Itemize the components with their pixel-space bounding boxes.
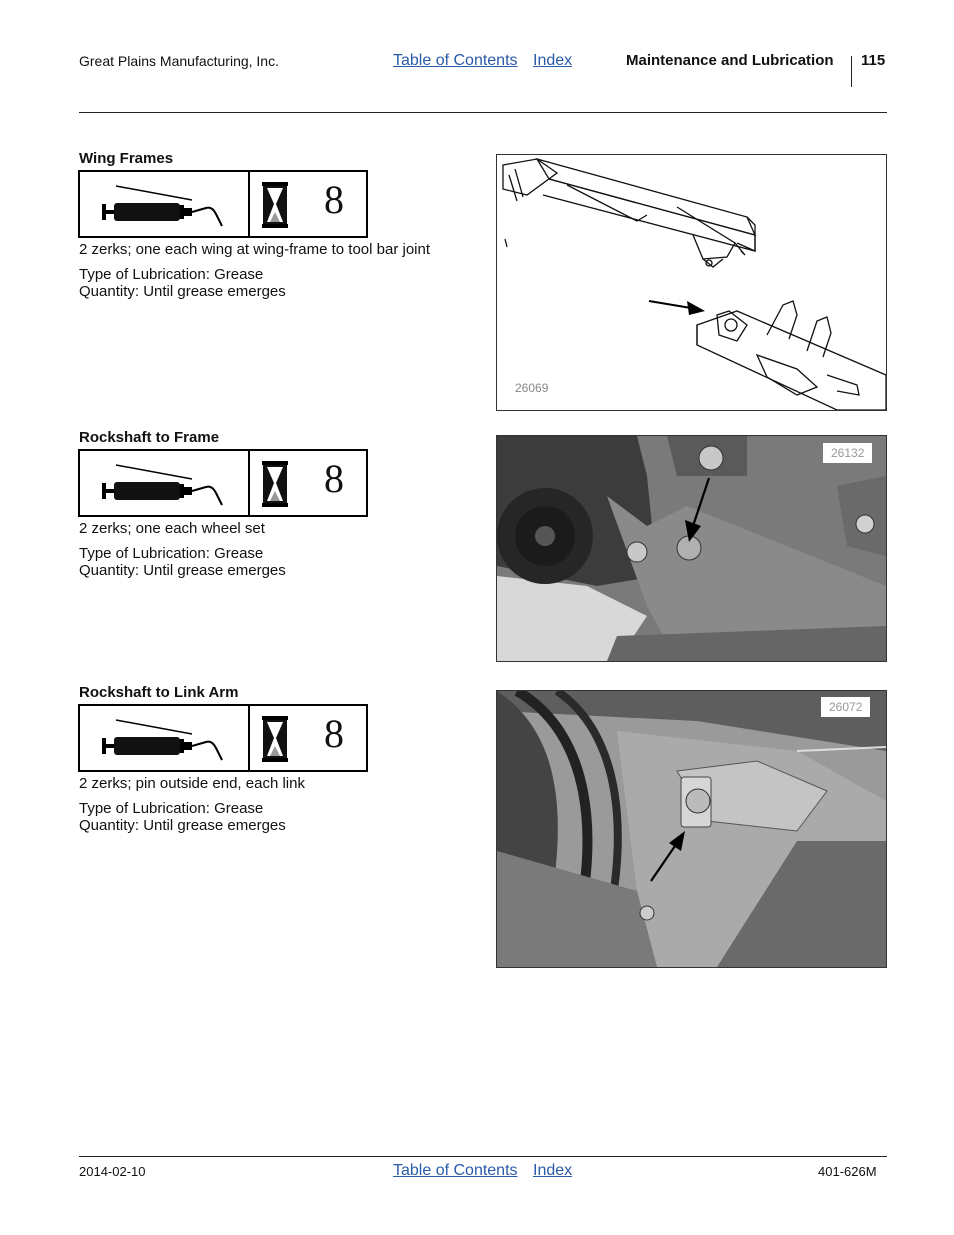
hourglass-icon [262,182,288,228]
lube-box [78,704,368,772]
description: 2 zerks; one each wing at wing-frame to tool bar joint [79,241,431,258]
interval-hours: 8 [324,177,344,222]
hourglass-icon [262,461,288,507]
section-title: Maintenance and Lubrication [626,52,834,69]
rockshaft-frame-photo [496,435,887,662]
header-divider [851,56,852,87]
grease-gun-icon [80,451,250,515]
index-link-top[interactable]: Index [533,52,573,69]
grease-gun-icon [80,706,250,770]
figure-number: 26072 [821,697,870,717]
lube-type: Type of Lubrication: Grease [79,800,264,817]
section-title-wing-frames: Wing Frames [79,150,174,167]
wing-frame-diagram [496,154,887,411]
page-number: 115 [861,52,886,69]
header-rule [79,112,887,113]
lube-type: Type of Lubrication: Grease [79,266,264,283]
doc-number: 401-626M [818,1164,877,1179]
toc-link-top[interactable]: Table of Contents [393,52,518,69]
quantity: Quantity: Until grease emerges [79,817,286,834]
section-title-rockshaft-link-arm: Rockshaft to Link Arm [79,684,239,701]
interval-cell [250,172,366,236]
company-name: Great Plains Manufacturing, Inc. [79,53,279,69]
index-link-bottom[interactable]: Index [533,1162,573,1179]
figure-number: 26069 [515,381,549,395]
quantity: Quantity: Until grease emerges [79,283,286,300]
rockshaft-link-arm-photo [496,690,887,968]
lube-box [78,449,368,517]
toc-link-bottom[interactable]: Table of Contents [393,1162,518,1179]
quantity: Quantity: Until grease emerges [79,562,286,579]
interval-hours: 8 [324,456,344,501]
footer-date: 2014-02-10 [79,1164,146,1179]
description: 2 zerks; one each wheel set [79,520,265,537]
quantity-lube-type: Type of Lubrication: Grease [79,545,264,562]
interval-cell [250,706,366,770]
hourglass-icon [262,716,288,762]
footer-rule [79,1156,887,1157]
grease-gun-icon [80,172,250,236]
figure-number: 26132 [823,443,872,463]
lube-box [78,170,368,238]
interval-cell [250,451,366,515]
section-title-rockshaft-frame: Rockshaft to Frame [79,429,220,446]
description: 2 zerks; pin outside end, each link [79,775,305,792]
interval-hours: 8 [324,711,344,756]
